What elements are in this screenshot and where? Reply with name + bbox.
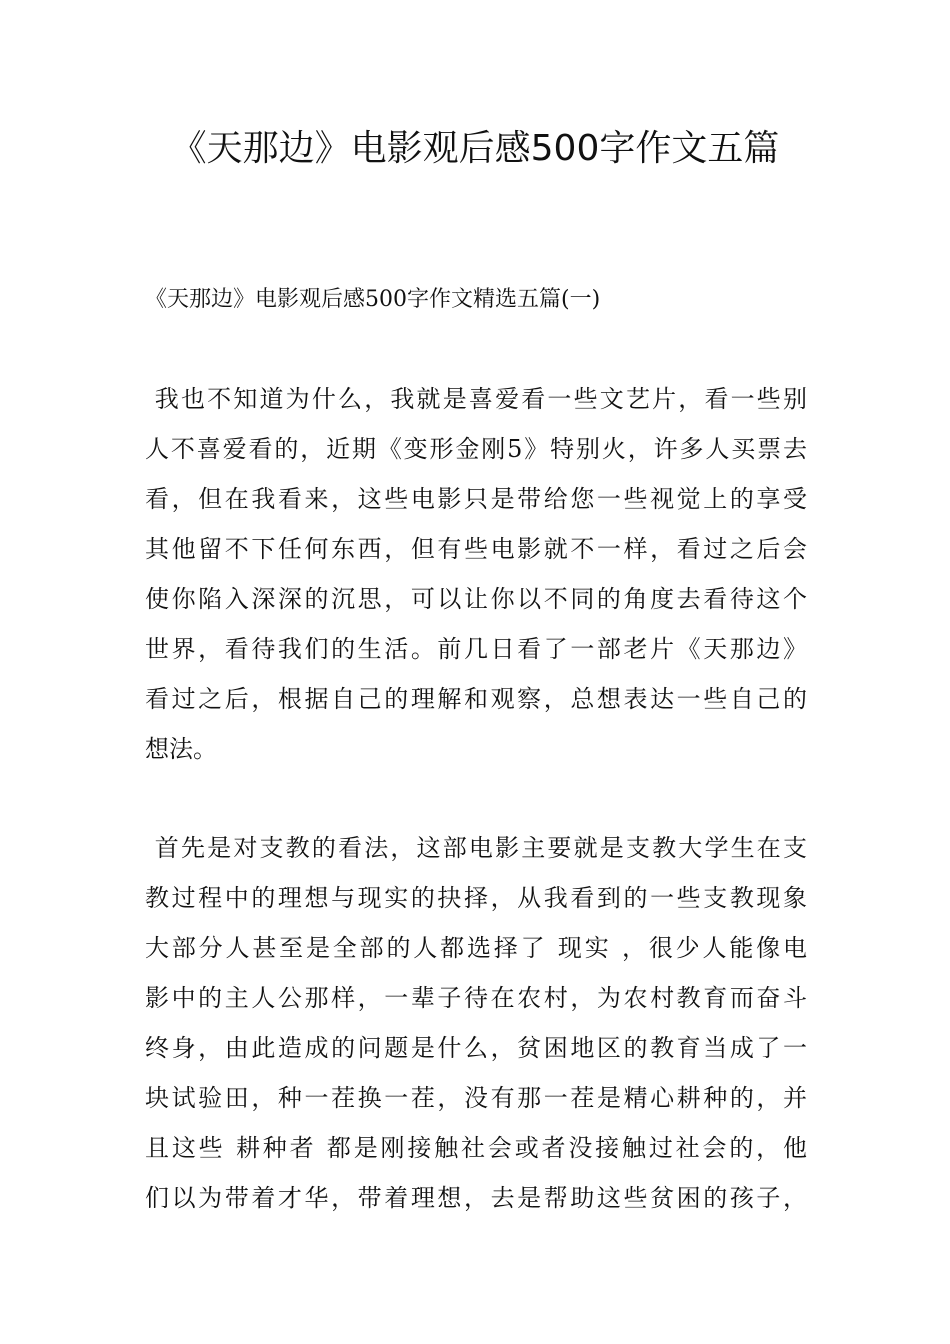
section-heading: 《天那边》电影观后感500字作文精选五篇(一) — [145, 287, 601, 312]
paragraph-line: 大部分人甚至是全部的人都选择了 现实 ，很少人能像电 — [145, 934, 807, 962]
paragraph-line: 其他留不下任何东西，但有些电影就不一样，看过之后会 — [145, 535, 807, 563]
paragraph-line: 使你陷入深深的沉思，可以让你以不同的角度去看待这个 — [145, 585, 807, 613]
paragraph-line: 且这些 耕种者 都是刚接触社会或者没接触过社会的，他 — [145, 1134, 807, 1162]
document-title: 《天那边》电影观后感500字作文五篇 — [170, 128, 780, 169]
paragraph-line: 首先是对支教的看法，这部电影主要就是支教大学生在支 — [145, 834, 807, 862]
paragraph-line: 想法。 — [145, 735, 217, 763]
paragraph-line: 影中的主人公那样，一辈子待在农村，为农村教育而奋斗 — [145, 984, 807, 1012]
paragraph-line: 们以为带着才华，带着理想，去是帮助这些贫困的孩子， — [145, 1184, 807, 1212]
paragraph-line: 世界，看待我们的生活。前几日看了一部老片《天那边》 — [145, 635, 807, 663]
paragraph-line: 看，但在我看来，这些电影只是带给您一些视觉上的享受 — [145, 485, 807, 513]
paragraph-line: 看过之后，根据自己的理解和观察，总想表达一些自己的 — [145, 685, 807, 713]
paragraph-line: 人不喜爱看的，近期《变形金刚5》特别火，许多人买票去 — [145, 435, 807, 463]
paragraph-line: 教过程中的理想与现实的抉择，从我看到的一些支教现象 — [145, 884, 807, 912]
paragraph-line: 终身，由此造成的问题是什么，贫困地区的教育当成了一 — [145, 1034, 807, 1062]
paragraph-line: 块试验田，种一茬换一茬，没有那一茬是精心耕种的，并 — [145, 1084, 807, 1112]
paragraph-line: 我也不知道为什么，我就是喜爱看一些文艺片，看一些别 — [145, 385, 807, 413]
